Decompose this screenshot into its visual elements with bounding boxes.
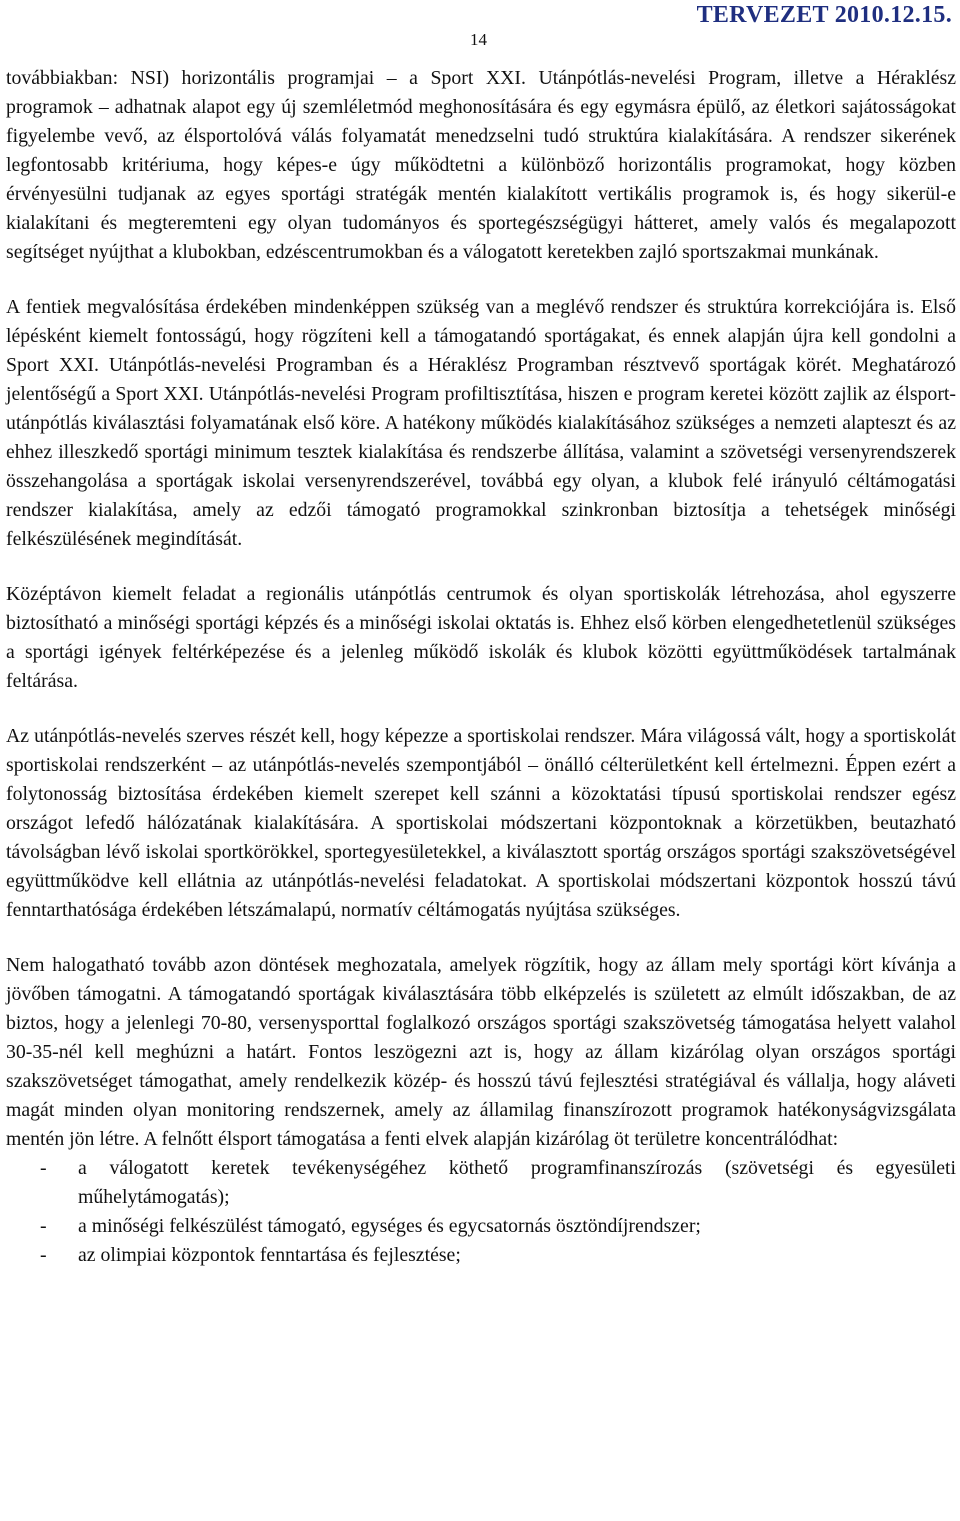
paragraph-4: Az utánpótlás-nevelés szerves részét kell, hogy képezze a sportiskolai rendszer. Mára világossá vált, hogy a sportiskolát sportiskolai rendszerként – az utánpótlás-nevelés szempontjából – önálló célterületként kell értelmezni. Éppen ezért a folytonosság biztosítása érdekében kiemelt szerepet kell szánni a közoktatási típusú sportiskolai rendszer egész országot lefedő hálózatának kialakítására. A sportiskolai módszertani központoknak a körzetükben, beutazható távolságban lévő iskolai sportkörökkel, sportegyesületekkel, a kiválasztott sportág országos sportági szakszövetségével együttműködve kell ellátnia az utánpótlás-nevelési feladatokat. A sportiskolai módszertani központok hosszú távú fenntarthatósága érdekében létszámalapú, normatív céltámogatás nyújtása szükséges.: [6, 725, 956, 921]
bullet-dash: -: [40, 1157, 47, 1179]
bullet-item: [6, 1154, 956, 1212]
bullet-dash: -: [40, 1244, 47, 1266]
bullet-dash: -: [40, 1215, 47, 1237]
bullet-text: a minőségi felkészülést támogató, egységes és egycsatornás ösztöndíjrendszer;: [78, 1215, 701, 1237]
paragraph-1: továbbiakban: NSI) horizontális programjai – a Sport XXI. Utánpótlás-nevelési Program, illetve a Héraklész programok – adhatnak alapot egy új szemléletmód meghonosítására és egy egymásra épülő, az életkori sajátosságokat figyelembe vevő, az élsportolóvá válás folyamatát menedzselni tudó struktúra kialakítására. A rendszer sikerének legfontosabb kritériuma, hogy képes-e úgy működtetni a különböző horizontális programokat, hogy közben érvényesülni tudjanak az egyes sportági stratégák mentén kialakított vertikális programok is, és hogy sikerül-e kialakítani és megteremteni egy olyan tudományos és sportegészségügyi hátteret, amely valós és megalapozott segítséget nyújthat a klubokban, edzéscentrumokban és a válogatott keretekben zajló sportszakmai munkának.: [6, 67, 956, 263]
bullet-item: [6, 1212, 956, 1241]
paragraph-5: Nem halogatható tovább azon döntések meghozatala, amelyek rögzítik, hogy az állam mely sportági kört kívánja a jövőben támogatni. A támogatandó sportágak kiválasztására több elképzelés is született az elmúlt időszakban, de az biztos, hogy a jelenlegi 70-80, versenysporttal foglalkozó országos sportági szakszövetség támogatása helyett valahol 30-35-nél kell meghúzni a határt. Fontos leszögezni azt is, hogy az állam kizárólag olyan országos sportági szakszövetséget támogathat, amely rendelkezik közép- és hosszú távú fejlesztési stratégiával és vállalja, hogy aláveti magát minden olyan monitoring rendszernek, amely az államilag finanszírozott programok hatékonyságvizsgálata mentén jön létre. A felnőtt élsport támogatása a fenti elvek alapján kizárólag öt területre koncentrálódhat:: [6, 954, 956, 1150]
paragraph-3: Középtávon kiemelt feladat a regionális utánpótlás centrumok és olyan sportiskolák létrehozása, ahol egyszerre biztosítható a minőségi sportági képzés és a minőségi iskolai oktatás is. Ehhez első körben elengedhetetlenül szükséges a sportági igények feltérképezése és a jelenleg működő iskolák és klubok közötti együttműködések tartalmának feltárása.: [6, 583, 956, 692]
bullet-text: a válogatott keretek tevékenységéhez köthető programfinanszírozás (szövetségi és egyesületi műhelytámogatás);: [78, 1157, 956, 1208]
bullet-item: [6, 1241, 956, 1270]
paragraph-2: A fentiek megvalósítása érdekében mindenképpen szükség van a meglévő rendszer és struktúra korrekciójára is. Első lépésként kiemelt fontosságú, hogy rögzíteni kell a támogatandó sportágakat, és ennek alapján újra kell gondolni a Sport XXI. Utánpótlás-nevelési Programban és a Héraklész Programban résztvevő sportágak körét. Meghatározó jelentőségű a Sport XXI. Utánpótlás-nevelési Program profiltisztítása, hiszen e program keretei között zajlik az élsport-utánpótlás kiválasztási folyamatának első köre. A hatékony működés kialakításához szükséges a nemzeti alapteszt és az ehhez illeszkedő sportági minimum tesztek kialakítása és rendszerbe állítása, valamint a szövetségi versenyrendszerek összehangolása a sportágak iskolai versenyrendszerével, továbbá egy olyan, a klubok felé irányuló céltámogatási rendszer kialakítása, amely az edzői támogató programokkal szinkronban biztosítja a tehetségek minőségi felkészülésének megindítását.: [6, 296, 956, 550]
document-body: [6, 64, 956, 1270]
page-number: 14: [470, 30, 487, 49]
bullet-list: [6, 1154, 956, 1270]
draft-stamp: TERVEZET 2010.12.15.: [696, 2, 952, 28]
bullet-text: az olimpiai központok fenntartása és fejlesztése;: [78, 1244, 461, 1266]
